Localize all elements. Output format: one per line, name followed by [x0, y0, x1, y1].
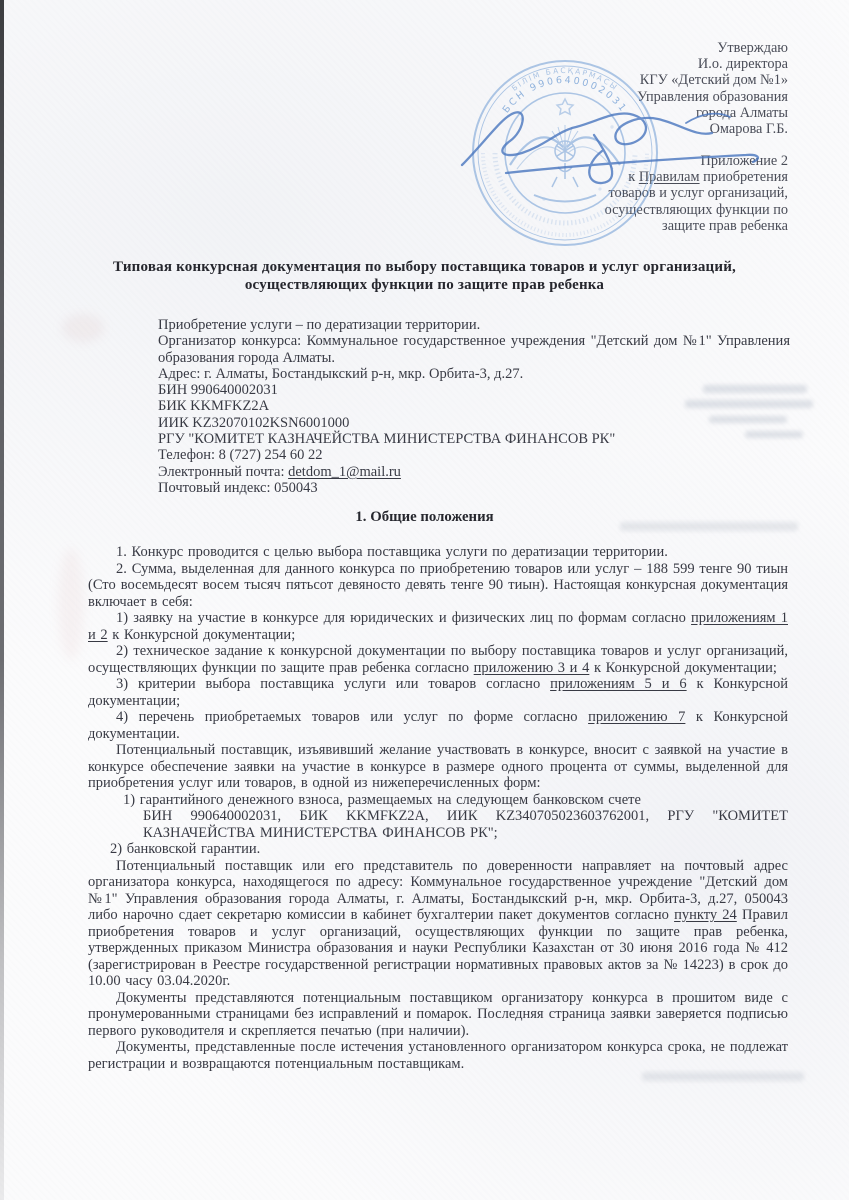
- text-segment: Утверждаю: [717, 40, 788, 56]
- bleed-through-artifact: [709, 416, 787, 423]
- text-segment: к Конкурсной документации.: [88, 709, 788, 742]
- text-segment: к: [628, 169, 639, 186]
- text-segment: БИК KKMFKZ2A: [158, 398, 270, 415]
- text-segment: Приложение 2: [700, 153, 788, 169]
- document-title: [40, 259, 809, 294]
- text-segment: 2. Сумма, выделенная для данного конкурса по приобретению товаров или услуг – 188 599 тенге 90 тиын (Сто восемьдесят восем тысяч пятьсот девяносто девять тенге 90 тиын). Настоящая конкурсная документация включает в себя:: [88, 560, 788, 610]
- body-paragraph: [88, 1039, 788, 1072]
- text-segment: к Конкурсной документации;: [107, 626, 296, 643]
- text-segment: к Конкурсной документации;: [88, 676, 788, 709]
- scan-smudge: [62, 314, 104, 342]
- text-segment: к Конкурсной документации;: [589, 659, 777, 676]
- text-line: [637, 40, 788, 56]
- text-segment: Омарова Г.Б.: [709, 121, 788, 138]
- document-reference: приложениям 5 и 6: [550, 676, 687, 692]
- document-reference: приложению 3 и 4: [473, 659, 590, 676]
- text-segment: Потенциальный поставщик, изъявивший желание участвовать в конкурсе, вносит с заявкой на участие в конкурсе обеспечение заявки на участие в конкурсе в размере одного процента от суммы, выделенной для приобретения услуг или товаров, в одной из нижеперечисленных форм:: [88, 742, 788, 791]
- body-paragraph: [88, 544, 788, 561]
- text-segment: Потенциальный поставщик или его представитель по доверенности направляет на почтовый адрес организатора конкурса, находящегося по адресу: Коммунальное государственное учреждение "Детский дом №1" Управления образования города Алматы, г. Алматы, Бостандыкский р-н, мкр. Орбита-3, д.27, 050043 либо нарочно сдает секретарю комиссии в кабинет бухгалтерии пакет документов согласно: [88, 857, 788, 923]
- bleed-through-artifact: [620, 522, 798, 531]
- bleed-through-artifact: [703, 385, 807, 393]
- text-segment: Телефон: 8 (727) 254 60 22: [158, 447, 323, 464]
- text-line: [158, 431, 790, 447]
- body-paragraph: [88, 792, 788, 809]
- document-reference: Правилам: [638, 169, 700, 186]
- text-segment: 1. Конкурс проводится с целью выбора поставщика услуги по дератизации территории.: [116, 544, 668, 560]
- body-paragraph: [88, 990, 788, 1040]
- scan-edge-artifact: [0, 0, 4, 1200]
- body-paragraph: [88, 858, 788, 990]
- text-segment: 1) заявку на участие в конкурсе для юридических и физических лиц по формам согласно: [116, 610, 692, 626]
- section-heading: 1. Общие положения: [355, 509, 494, 525]
- text-segment: Организатор конкурса: Коммунальное государственное учреждения "Детский дом №1" Управления образования города Алматы.: [158, 333, 790, 366]
- signature-ink: [450, 93, 780, 193]
- document-reference: приложению 7: [588, 709, 686, 725]
- body-paragraph: [88, 808, 788, 841]
- text-line: [158, 366, 790, 382]
- text-line: [158, 317, 790, 333]
- text-segment: товаров и услуг организаций,: [608, 185, 788, 202]
- text-segment: Правил приобретения товаров и услуг организаций, осуществляющих функции по защите прав ребенка, утвержденных приказом Министра образования и науки Республики Казахстан от 30 июня 2016 года № 412 (зарегистрирован в Реестре государственной регистрации нормативных правовых актов за № 14223) в срок до 10.00 часу 03.04.2020г.: [88, 907, 788, 989]
- text-segment: 3) критерии выбора поставщика услуги или товаров согласно: [116, 676, 551, 692]
- body-paragraph: [88, 742, 788, 792]
- text-segment: Управления образования: [637, 88, 788, 105]
- text-segment: 2) техническое задание к конкурсной документации по выбору поставщика товаров и услуг организаций, осуществляющих функции по защите прав ребенка согласно: [88, 643, 788, 676]
- text-segment: 4) перечень приобретаемых товаров или услуг по форме согласно: [116, 709, 589, 725]
- text-segment: 2) банковской гарантии.: [110, 841, 261, 857]
- text-segment: приобретения: [699, 169, 788, 186]
- stamp-rim-text: БІЛІМ БАСҚАРМАСЫ: [509, 65, 621, 93]
- text-segment: защите прав ребенка: [662, 217, 788, 234]
- stamp-bsn-text: БСН 990640002031: [500, 74, 630, 116]
- text-line: [158, 333, 790, 366]
- bleed-through-artifact: [745, 431, 803, 438]
- section-body: [88, 544, 788, 1072]
- text-segment: 1) гарантийного денежного взноса, размещаемых на следующем банковском счете: [123, 791, 641, 808]
- document-reference: пункту 24: [674, 907, 737, 923]
- body-paragraph: [88, 676, 788, 709]
- text-line: [158, 415, 790, 431]
- email-text: detdom_1@mail.ru: [288, 463, 401, 480]
- body-paragraph: [88, 561, 788, 611]
- text-line: [158, 447, 790, 463]
- body-paragraph: [88, 841, 788, 858]
- body-paragraph: [88, 610, 788, 643]
- text-line: [158, 480, 790, 496]
- text-segment: города Алматы: [696, 104, 788, 121]
- text-segment: Приобретение услуги – по дератизации территории.: [158, 317, 481, 333]
- title-line-1: Типовая конкурсная документация по выбору поставщика товаров и услуг организаций,: [112, 259, 737, 275]
- text-segment: БИН 990640002031: [158, 382, 278, 399]
- text-segment: ИИК KZ32070102KSN6001000: [158, 414, 350, 431]
- body-paragraph: [88, 709, 788, 742]
- text-segment: Документы представляются потенциальным поставщиком организатору конкурса в прошитом виде с пронумерованными страницами без исправлений и помарок. Последняя страница заявки заверяется подписью первого руководителя и скрепляется печатью (при наличии).: [88, 989, 788, 1039]
- bleed-through-artifact: [685, 400, 813, 408]
- text-segment: Адрес: г. Алматы, Бостандыкский р-н, мкр. Орбита-3, д.27.: [158, 365, 524, 382]
- text-segment: Электронный почта:: [158, 463, 289, 480]
- text-segment: РГУ "КОМИТЕТ КАЗНАЧЕЙСТВА МИНИСТЕРСТВА ФИНАНСОВ РК": [158, 431, 616, 448]
- document-reference: приложениям 1 и 2: [88, 610, 788, 643]
- text-segment: КГУ «Детский дом №1»: [639, 72, 788, 89]
- scan-smudge: [58, 548, 84, 660]
- bleed-through-artifact: [642, 1072, 804, 1081]
- text-segment: осуществляющих функции по: [604, 201, 788, 218]
- text-segment: Документы, представленные после истечения установленного организатором конкурса срока, не подлежат регистрации и возвращаются потенциальным поставщикам.: [88, 1039, 788, 1072]
- title-line-2: осуществляющих функции по защите прав ребенка: [244, 276, 605, 293]
- text-line: [158, 464, 790, 480]
- body-paragraph: [88, 643, 788, 676]
- text-segment: БИН 990640002031, БИК KKMFKZ2A, ИИК KZ340705023603762001, РГУ "КОМИТЕТ КАЗНАЧЕЙСТВА МИНИСТЕРСТВА ФИНАНСОВ РК";: [143, 808, 788, 841]
- text-line: [158, 382, 790, 398]
- text-segment: И.о. директора: [697, 56, 788, 73]
- text-segment: Почтовый индекс: 050043: [158, 479, 318, 496]
